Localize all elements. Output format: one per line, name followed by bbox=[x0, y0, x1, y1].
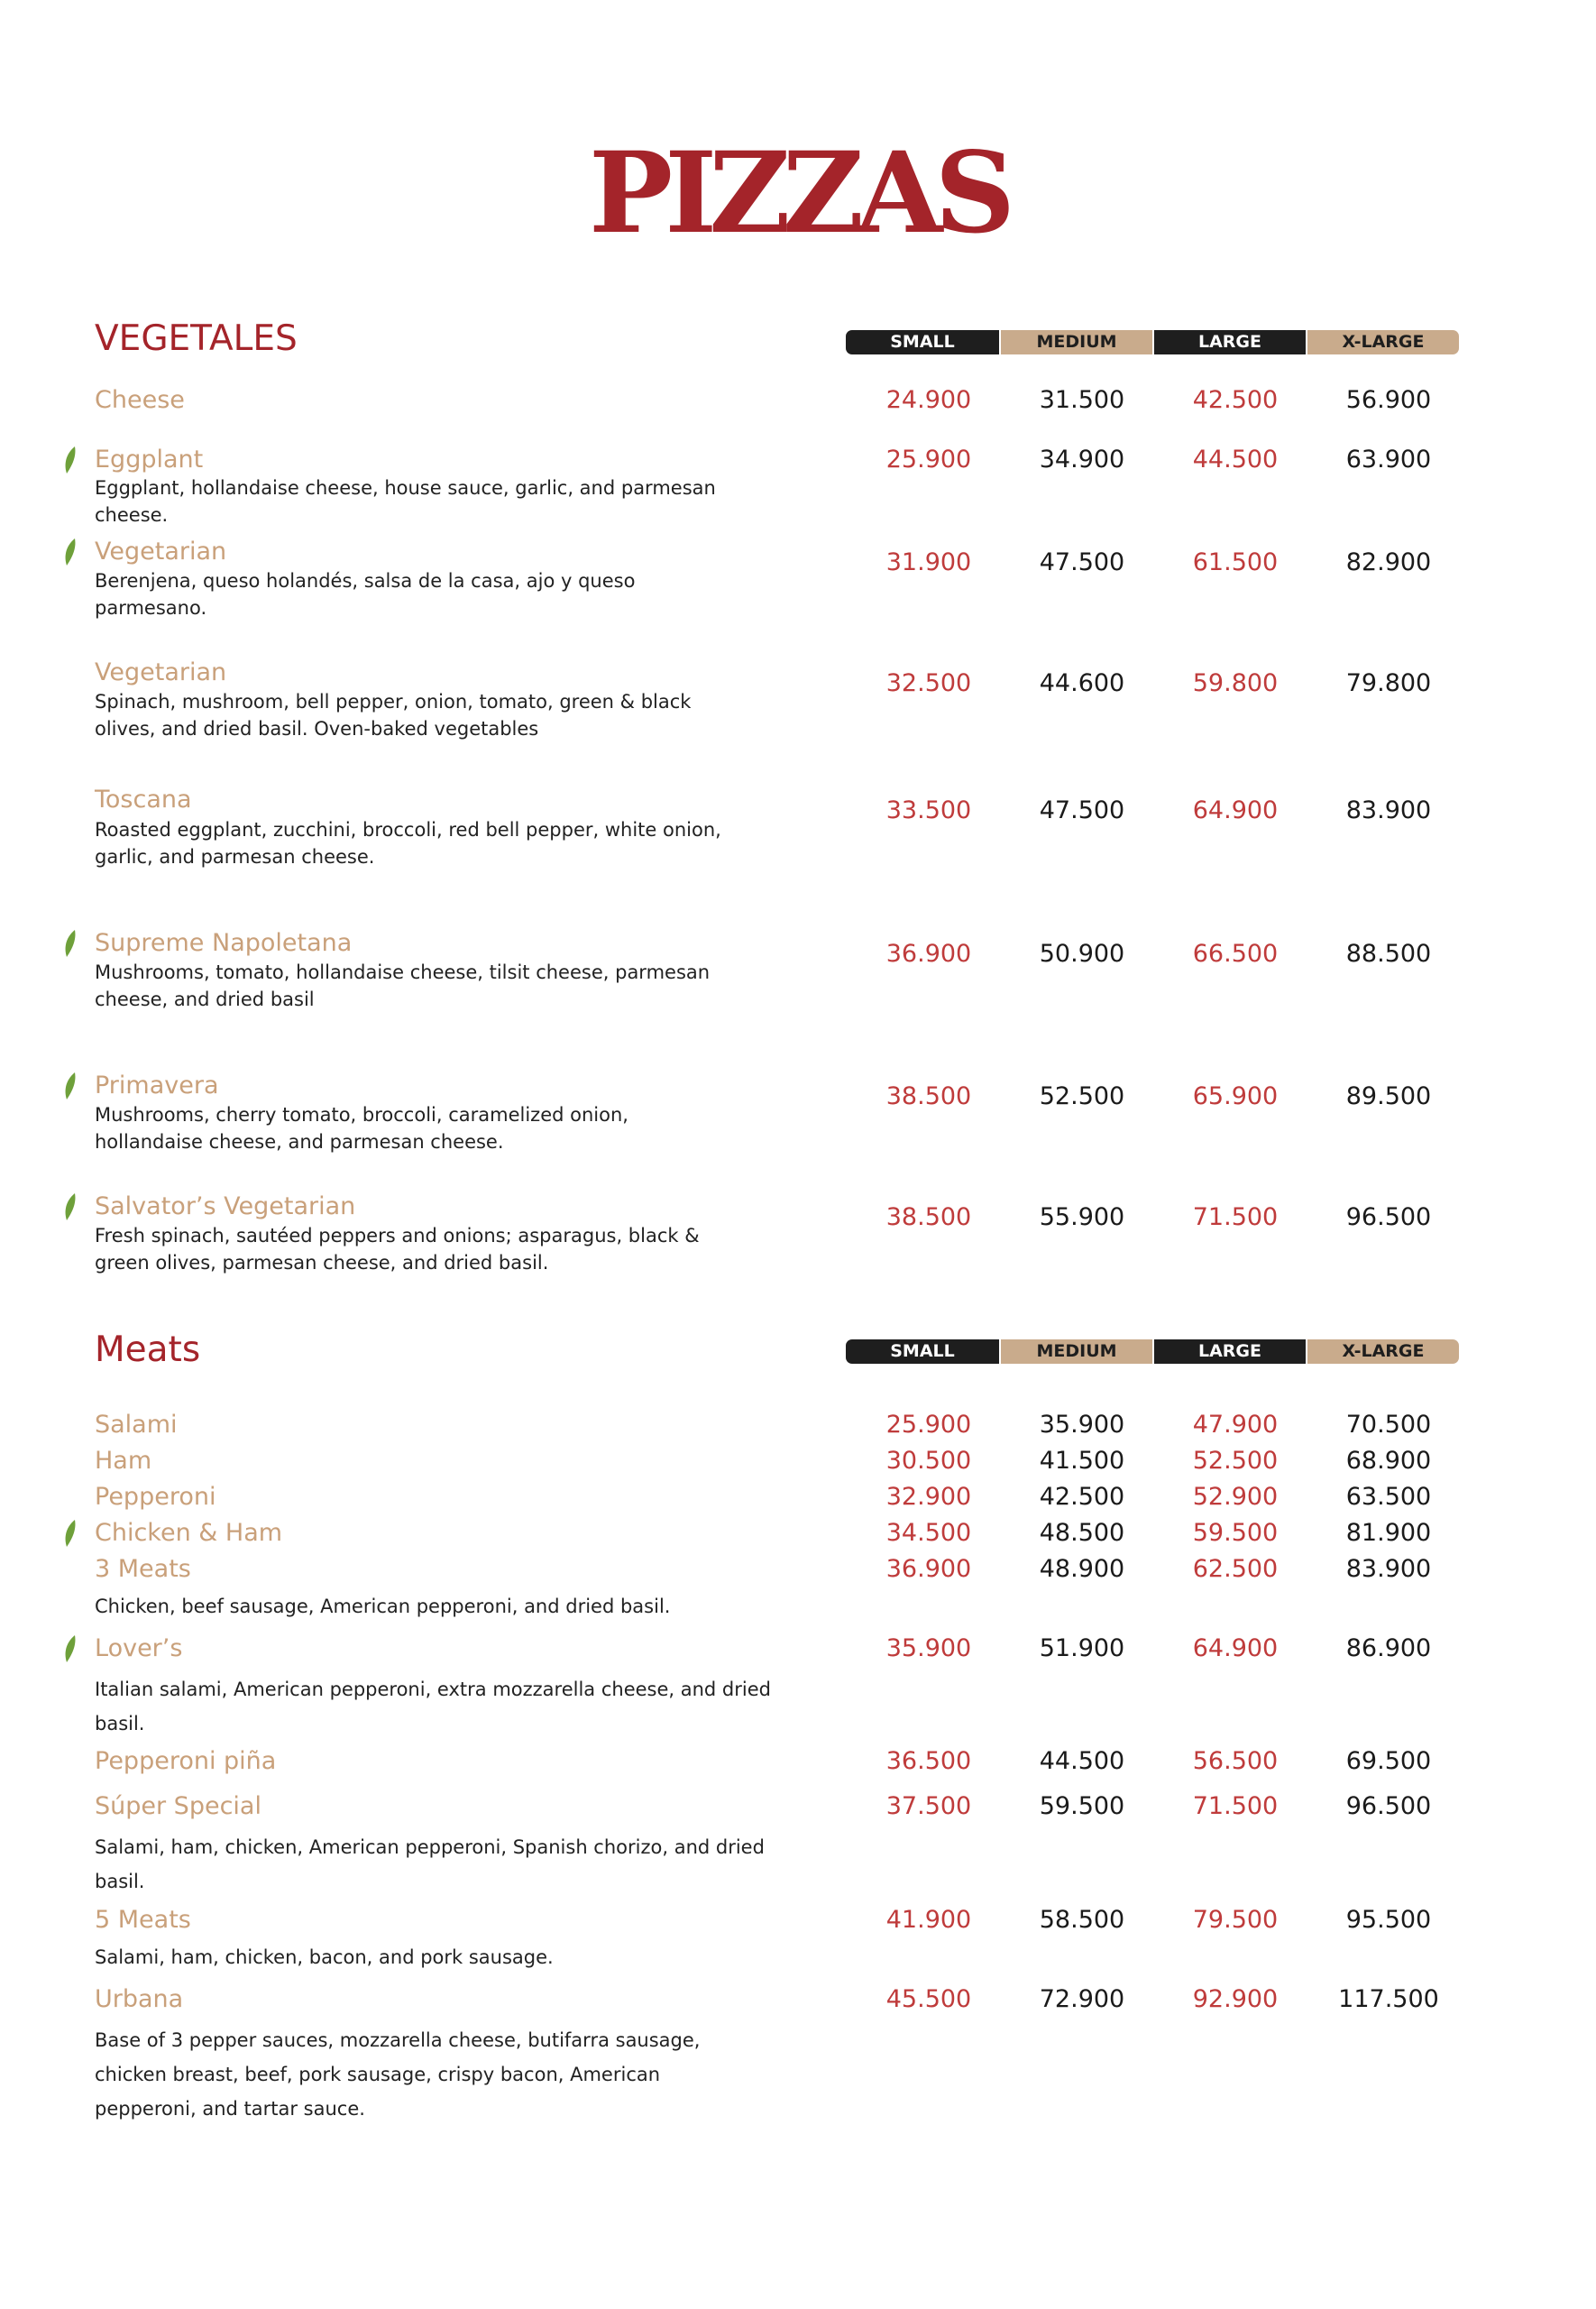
section-title-vegetales: VEGETALES bbox=[95, 318, 298, 359]
leaf-icon bbox=[64, 1519, 77, 1548]
item-name: Salvator’s Vegetarian bbox=[95, 1192, 356, 1220]
price-large: 64.900 bbox=[1192, 796, 1279, 824]
item-description: Mushrooms, tomato, hollandaise cheese, tilsit cheese, parmesan cheese, and dried basil bbox=[95, 961, 711, 1010]
price-large: 42.500 bbox=[1192, 386, 1279, 414]
item-description: Roasted eggplant, zucchini, broccoli, red bell pepper, white onion, garlic, and parmesan cheese. bbox=[95, 819, 721, 868]
leaf-icon bbox=[64, 538, 77, 566]
item-name: Súper Special bbox=[95, 1792, 261, 1820]
item-description: Chicken, beef sausage, American pepperoni, and dried basil. bbox=[95, 1596, 671, 1617]
price-small: 38.500 bbox=[885, 1082, 972, 1110]
price-medium: 59.500 bbox=[1039, 1792, 1125, 1820]
size-label-xlarge: X-LARGE bbox=[1306, 1339, 1459, 1364]
price-large: 59.800 bbox=[1192, 669, 1279, 697]
item-name: Primavera bbox=[95, 1072, 219, 1099]
price-large: 62.500 bbox=[1192, 1555, 1279, 1583]
item-name: Cheese bbox=[95, 386, 185, 414]
price-medium: 51.900 bbox=[1039, 1634, 1125, 1662]
leaf-icon bbox=[64, 446, 77, 474]
item-description: Salami, ham, chicken, American pepperoni, Spanish chorizo, and dried basil. bbox=[95, 1836, 765, 1892]
price-medium: 58.500 bbox=[1039, 1906, 1125, 1934]
price-medium: 50.900 bbox=[1039, 940, 1125, 968]
price-small: 37.500 bbox=[885, 1792, 972, 1820]
price-small: 31.900 bbox=[885, 548, 972, 576]
price-xlarge: 88.500 bbox=[1345, 940, 1432, 968]
size-label-xlarge: X-LARGE bbox=[1306, 330, 1459, 354]
price-medium: 47.500 bbox=[1039, 796, 1125, 824]
price-medium: 72.900 bbox=[1039, 1985, 1125, 2013]
size-header-vegetales bbox=[846, 330, 1459, 354]
price-medium: 42.500 bbox=[1039, 1483, 1125, 1511]
price-large: 64.900 bbox=[1192, 1634, 1279, 1662]
price-small: 30.500 bbox=[885, 1447, 972, 1475]
price-xlarge: 82.900 bbox=[1345, 548, 1432, 576]
price-xlarge: 89.500 bbox=[1345, 1082, 1432, 1110]
price-xlarge: 68.900 bbox=[1345, 1447, 1432, 1475]
item-name: Lover’s bbox=[95, 1634, 183, 1662]
price-medium: 52.500 bbox=[1039, 1082, 1125, 1110]
item-name: 3 Meats bbox=[95, 1555, 191, 1583]
item-description: Base of 3 pepper sauces, mozzarella cheese, butifarra sausage, chicken breast, beef, pork sausage, crispy bacon, American pepperoni, and tartar sauce. bbox=[95, 2029, 701, 2120]
page-title: PIZZAS bbox=[588, 128, 1008, 259]
item-description: Salami, ham, chicken, bacon, and pork sausage. bbox=[95, 1946, 554, 1968]
price-medium: 48.900 bbox=[1039, 1555, 1125, 1583]
leaf-icon bbox=[64, 1072, 77, 1100]
price-xlarge: 86.900 bbox=[1345, 1634, 1432, 1662]
price-small: 34.500 bbox=[885, 1519, 972, 1547]
price-small: 32.900 bbox=[885, 1483, 972, 1511]
price-medium: 31.500 bbox=[1039, 386, 1125, 414]
price-large: 59.500 bbox=[1192, 1519, 1279, 1547]
price-large: 52.900 bbox=[1192, 1483, 1279, 1511]
price-small: 36.500 bbox=[885, 1747, 972, 1775]
price-small: 33.500 bbox=[885, 796, 972, 824]
price-small: 45.500 bbox=[885, 1985, 972, 2013]
item-description: Italian salami, American pepperoni, extra mozzarella cheese, and dried basil. bbox=[95, 1679, 771, 1734]
price-large: 44.500 bbox=[1192, 446, 1279, 474]
price-large: 56.500 bbox=[1192, 1747, 1279, 1775]
size-label-medium: MEDIUM bbox=[999, 330, 1152, 354]
price-medium: 35.900 bbox=[1039, 1411, 1125, 1439]
size-label-large: LARGE bbox=[1152, 1339, 1306, 1364]
item-name: Chicken & Ham bbox=[95, 1519, 283, 1547]
item-description: Berenjena, queso holandés, salsa de la casa, ajo y queso parmesano. bbox=[95, 570, 636, 619]
price-large: 61.500 bbox=[1192, 548, 1279, 576]
price-medium: 48.500 bbox=[1039, 1519, 1125, 1547]
size-label-medium: MEDIUM bbox=[999, 1339, 1152, 1364]
size-label-small: SMALL bbox=[846, 1339, 999, 1364]
price-small: 25.900 bbox=[885, 1411, 972, 1439]
item-name: Eggplant bbox=[95, 446, 204, 474]
price-small: 25.900 bbox=[885, 446, 972, 474]
price-xlarge: 83.900 bbox=[1345, 796, 1432, 824]
price-large: 52.500 bbox=[1192, 1447, 1279, 1475]
price-small: 41.900 bbox=[885, 1906, 972, 1934]
item-name: 5 Meats bbox=[95, 1906, 191, 1934]
item-name: Pepperoni piña bbox=[95, 1747, 277, 1775]
item-description: Fresh spinach, sautéed peppers and onions; asparagus, black & green olives, parmesan cheese, and dried basil. bbox=[95, 1225, 700, 1274]
price-medium: 44.600 bbox=[1039, 669, 1125, 697]
price-medium: 44.500 bbox=[1039, 1747, 1125, 1775]
price-xlarge: 117.500 bbox=[1338, 1985, 1439, 2013]
section-title-meats: Meats bbox=[95, 1329, 201, 1370]
price-small: 36.900 bbox=[885, 1555, 972, 1583]
price-small: 24.900 bbox=[885, 386, 972, 414]
item-name: Vegetarian bbox=[95, 658, 227, 686]
item-name: Salami bbox=[95, 1411, 178, 1439]
item-name: Urbana bbox=[95, 1985, 184, 2013]
item-description: Eggplant, hollandaise cheese, house sauce, garlic, and parmesan cheese. bbox=[95, 477, 716, 526]
price-small: 38.500 bbox=[885, 1203, 972, 1231]
price-medium: 55.900 bbox=[1039, 1203, 1125, 1231]
price-xlarge: 83.900 bbox=[1345, 1555, 1432, 1583]
size-header-meats bbox=[846, 1339, 1459, 1364]
item-name: Supreme Napoletana bbox=[95, 929, 353, 957]
item-name: Ham bbox=[95, 1447, 152, 1475]
price-small: 36.900 bbox=[885, 940, 972, 968]
price-xlarge: 95.500 bbox=[1345, 1906, 1432, 1934]
price-xlarge: 96.500 bbox=[1345, 1792, 1432, 1820]
price-xlarge: 96.500 bbox=[1345, 1203, 1432, 1231]
item-name: Pepperoni bbox=[95, 1483, 216, 1511]
price-small: 35.900 bbox=[885, 1634, 972, 1662]
price-xlarge: 63.900 bbox=[1345, 446, 1432, 474]
price-large: 47.900 bbox=[1192, 1411, 1279, 1439]
leaf-icon bbox=[64, 1634, 77, 1663]
price-xlarge: 81.900 bbox=[1345, 1519, 1432, 1547]
price-large: 71.500 bbox=[1192, 1792, 1279, 1820]
price-xlarge: 70.500 bbox=[1345, 1411, 1432, 1439]
price-large: 66.500 bbox=[1192, 940, 1279, 968]
price-large: 92.900 bbox=[1192, 1985, 1279, 2013]
item-description: Spinach, mushroom, bell pepper, onion, tomato, green & black olives, and dried basil. Oven-baked vegetables bbox=[95, 691, 692, 740]
price-xlarge: 63.500 bbox=[1345, 1483, 1432, 1511]
item-name: Vegetarian bbox=[95, 538, 227, 566]
price-large: 71.500 bbox=[1192, 1203, 1279, 1231]
price-xlarge: 79.800 bbox=[1345, 669, 1432, 697]
price-large: 79.500 bbox=[1192, 1906, 1279, 1934]
price-medium: 41.500 bbox=[1039, 1447, 1125, 1475]
item-description: Mushrooms, cherry tomato, broccoli, caramelized onion, hollandaise cheese, and parmesan cheese. bbox=[95, 1104, 628, 1153]
leaf-icon bbox=[64, 929, 77, 958]
size-label-small: SMALL bbox=[846, 330, 999, 354]
size-label-large: LARGE bbox=[1152, 330, 1306, 354]
item-name: Toscana bbox=[95, 786, 192, 814]
price-medium: 34.900 bbox=[1039, 446, 1125, 474]
price-xlarge: 69.500 bbox=[1345, 1747, 1432, 1775]
price-large: 65.900 bbox=[1192, 1082, 1279, 1110]
price-medium: 47.500 bbox=[1039, 548, 1125, 576]
price-small: 32.500 bbox=[885, 669, 972, 697]
leaf-icon bbox=[64, 1192, 77, 1221]
price-xlarge: 56.900 bbox=[1345, 386, 1432, 414]
